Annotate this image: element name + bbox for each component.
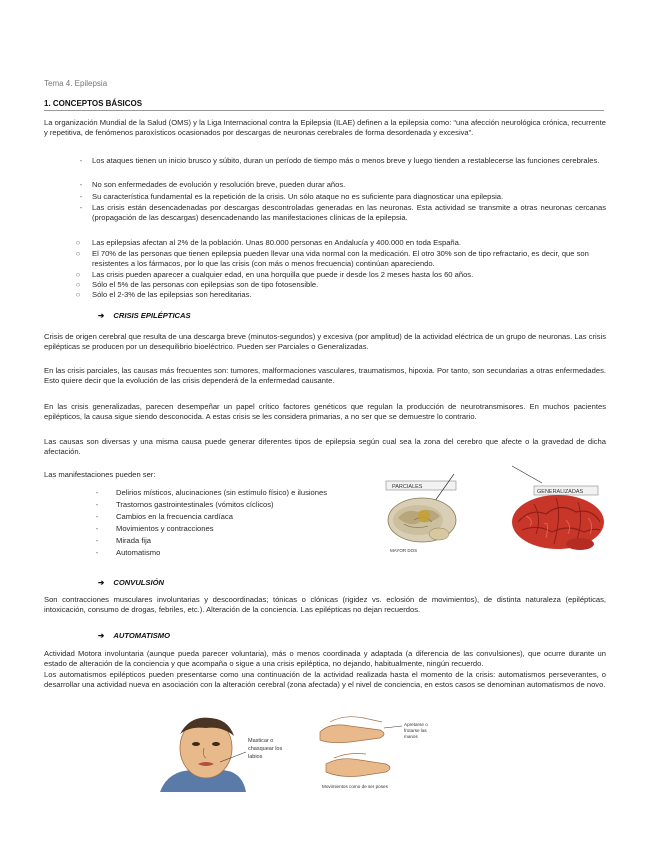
arrow-icon: ➔ xyxy=(98,578,105,587)
intro-paragraph: La organización Mundial de la Salud (OMS) y la Liga Internacional contra la Epilepsia (ILAE) definen a la epilepsia como: “una afección neurológica crónica, recurrente y repetitiva, de fenómenos paroxísticos ocasionados por descargas de neuronas cerebrales de forma desordenada y excesiva”. xyxy=(44,118,606,138)
list-item: Su característica fundamental es la repetición de la crisis. Un sólo ataque no es suficiente para diagnosticar una epilepsia. xyxy=(92,192,504,201)
brain-illustration xyxy=(384,464,610,556)
paragraph: Actividad Motora involuntaria (aunque pueda parecer voluntaria), más o menos coordinada y adaptada (a diferencia de las convulsiones), que ocurre durante un estado de alteración de la conciencia y que acompaña o sigue a una crisis epiléptica, no dejando, habitualmente, ningún recuerdo. xyxy=(44,649,606,669)
dash-bullet: - xyxy=(95,524,99,533)
dash-bullet: - xyxy=(95,548,99,557)
circle-bullet: ○ xyxy=(75,249,81,258)
subsection-title-automatismo: ➔ AUTOMATISMO xyxy=(98,631,171,640)
list-item: Las epilepsias afectan al 2% de la población. Unas 80.000 personas en Andalucía y 400.000 en toda España. xyxy=(92,238,461,247)
arrow-icon: ➔ xyxy=(98,311,105,320)
arrow-icon: ➔ xyxy=(98,631,105,640)
label-generalizadas: GENERALIZADAS xyxy=(537,489,584,495)
list-item: Cambios en la frecuencia cardíaca xyxy=(116,512,233,521)
list-item: Movimientos y contracciones xyxy=(116,524,214,533)
dash-bullet: - xyxy=(95,512,99,521)
hands-label-line-1: Apretarse o xyxy=(404,722,428,727)
hands-figure xyxy=(320,717,402,777)
list-item: Delirios místicos, alucinaciones (sin estímulo físico) e ilusiones xyxy=(116,488,328,497)
subsection-title-convulsion: ➔ CONVULSIÓN xyxy=(98,578,165,587)
list-item: Mirada fija xyxy=(116,536,152,545)
manifestations-intro: Las manifestaciones pueden ser: xyxy=(44,470,156,479)
list-item: Sólo el 5% de las personas con epilepsias son de tipo fotosensible. xyxy=(92,280,319,289)
circle-bullet: ○ xyxy=(75,238,81,247)
section-rule xyxy=(44,110,604,111)
dash-bullet: - xyxy=(79,156,83,165)
list-item: Los ataques tienen un inicio brusco y súbito, duran un período de tiempo más o menos breve y luego tienden a restablecerse las funciones cerebrales. xyxy=(92,156,600,165)
hands-label-line-3: manos xyxy=(404,734,418,739)
dash-bullet: - xyxy=(79,192,83,201)
list-item: Las crisis pueden aparecer a cualquier edad, en una horquilla que puede ir desde los 2 meses hasta los 60 años. xyxy=(92,270,474,279)
dash-bullet: - xyxy=(95,488,99,497)
partial-brain xyxy=(388,498,456,542)
list-item: Trastornos gastrointestinales (vómitos cíclicos) xyxy=(116,500,274,509)
paragraph: Las causas son diversas y una misma causa puede generar diferentes tipos de epilepsia según cual sea la zona del cerebro que afecte o la gravedad de dicha afectación. xyxy=(44,437,606,457)
face-label-line-2: chasquear los xyxy=(248,746,283,752)
hands-label-line-2: frotarse las xyxy=(404,728,427,733)
dash-bullet: - xyxy=(95,536,99,545)
arrow-line-right xyxy=(512,466,542,483)
list-item: El 70% de las personas que tienen epilepsia pueden llevar una vida normal con la medicación. El otro 30% son de tipo refractario, es decir, que son resistentes a los fármacos, por lo que las crisis (con más o menos frecuencia) continúan apareciendo. xyxy=(92,249,589,269)
face-label-line-3: labios xyxy=(248,754,263,760)
automatism-illustration xyxy=(150,712,450,792)
paragraph: Los automatismos epilépticos pueden presentarse como una continuación de la actividad realizada hasta el momento de la crisis: automatismos perseverantes, o desarrollar una actividad nueva en asociación con la alteración cerebral (zona afectada) y el nivel de conciencia, en estos casos se denominan automatismos de novo. xyxy=(44,670,606,690)
list-item: Sólo el 2-3% de las epilepsias son hereditarias. xyxy=(92,290,252,299)
paragraph: Crisis de origen cerebral que resulta de una descarga breve (minutos-segundos) y excesiva (por amplitud) de la actividad eléctrica de un grupo de neuronas. Las crisis epilépticas se producen por un desequilibrio bioeléctrico. Pueden ser Parciales o Generalizadas. xyxy=(44,332,606,352)
circle-bullet: ○ xyxy=(75,290,81,299)
list-item: No son enfermedades de evolución y resolución breve, pueden durar años. xyxy=(92,180,346,189)
hands-caption: Movimientos como de ser poses xyxy=(322,784,388,789)
paragraph: Son contracciones musculares involuntarias y descoordinadas; tónicas o clónicas (rigidez vs. eclosión de movimientos), de distinta naturaleza (epilépticas, intoxicación, consumo de drogas, febriles, etc.). Alteración de la conciencia. Las epilépticas no dejan recuerdos. xyxy=(44,595,606,615)
generalized-brain xyxy=(512,495,604,550)
circle-bullet: ○ xyxy=(75,280,81,289)
face-label-line-1: Masticar o xyxy=(248,738,274,744)
list-item: Automatismo xyxy=(116,548,161,557)
dash-bullet: - xyxy=(79,203,83,212)
label-parciales: PARCIALES xyxy=(392,484,423,490)
subsection-title-crisis: ➔ CRISIS EPILÉPTICAS xyxy=(98,311,191,320)
brain-sublabel: MAYOR DOS xyxy=(390,548,418,553)
section-title: 1. CONCEPTOS BÁSICOS xyxy=(44,99,143,108)
dash-bullet: - xyxy=(95,500,99,509)
face-figure xyxy=(150,712,300,792)
circle-bullet: ○ xyxy=(75,270,81,279)
paragraph: En las crisis generalizadas, parecen desempeñar un papel crítico factores genéticos que regulan la producción de neurotransmisores. En muchos pacientes epilépticos, la causa sigue siendo desconocida. A estas crisis se les considera primarias, a no ser que se demuestre lo contrario. xyxy=(44,402,606,422)
dash-bullet: - xyxy=(79,180,83,189)
list-item: Las crisis están desencadenadas por descargas descontroladas generadas en las neuronas. Esta actividad se transmite a otras neuronas cercanas (propagación de las descargas) desencadenando las manifestaciones clínicas de la epilepsia. xyxy=(92,203,606,223)
page-header: Tema 4. Epilepsia xyxy=(44,79,108,88)
paragraph: En las crisis parciales, las causas más frecuentes son: tumores, malformaciones vasculares, traumatismos, hipoxia. Por tanto, son secundarias a otras enfermedades. Esto quiere decir que la evolución de las crisis dependerá de la enfermedad causante. xyxy=(44,366,606,386)
